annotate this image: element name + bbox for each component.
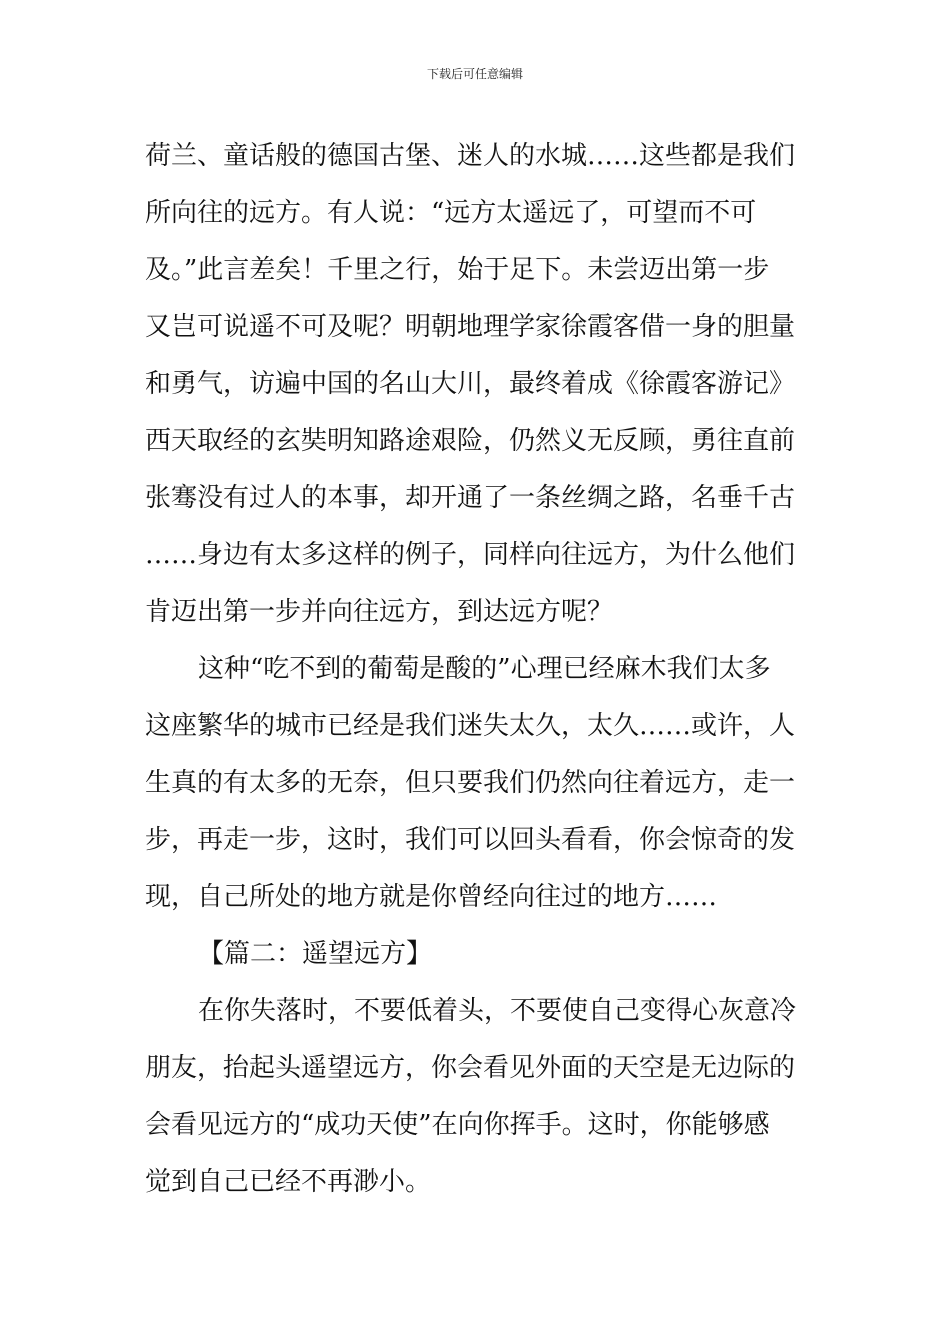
text-line: 所向往的远方。有人说：“远方太遥远了，可望而不可 — [145, 198, 757, 228]
section-heading: 【篇二：遥望远方】 — [198, 939, 433, 969]
text-line: 及。”此言差矣！千里之行，始于足下。未尝迈出第一步 — [145, 255, 770, 285]
text-line: 这座繁华的城市已经是我们迷失太久，太久……或许，人 — [145, 711, 796, 741]
text-line: 又岂可说遥不可及呢？明朝地理学家徐霞客借一身的胆量 — [145, 312, 796, 342]
text-line: 会看见远方的“成功天使”在向你挥手。这时，你能够感 — [145, 1110, 770, 1140]
text-line: 朋友，抬起头遥望远方，你会看见外面的天空是无边际的 — [145, 1053, 796, 1083]
text-line: ……身边有太多这样的例子，同样向往远方，为什么他们 — [145, 540, 796, 570]
page-header: 下载后可任意编辑 — [426, 67, 523, 81]
text-line: 和勇气，访遍中国的名山大川，最终着成《徐霞客游记》 — [145, 369, 796, 399]
paragraph-start-line: 这种“吃不到的葡萄是酸的”心理已经麻木我们太多 — [198, 654, 771, 684]
text-line: 荷兰、童话般的德国古堡、迷人的水城……这些都是我们 — [145, 141, 796, 171]
text-line: 肯迈出第一步并向往远方，到达远方呢？ — [145, 597, 614, 627]
text-line: 张骞没有过人的本事，却开通了一条丝绸之路，名垂千古 — [145, 483, 796, 513]
text-line: 觉到自己已经不再渺小。 — [145, 1167, 432, 1197]
paragraph-start-line: 在你失落时，不要低着头，不要使自己变得心灰意冷 — [198, 996, 797, 1026]
text-line: 生真的有太多的无奈，但只要我们仍然向往着远方，走一 — [145, 768, 796, 798]
text-line: 步，再走一步，这时，我们可以回头看看，你会惊奇的发 — [145, 825, 796, 855]
text-line: 西天取经的玄奘明知路途艰险，仍然义无反顾，勇往直前 — [145, 426, 796, 456]
document-body — [145, 128, 815, 1211]
text-line: 现，自己所处的地方就是你曾经向往过的地方…… — [145, 882, 718, 912]
